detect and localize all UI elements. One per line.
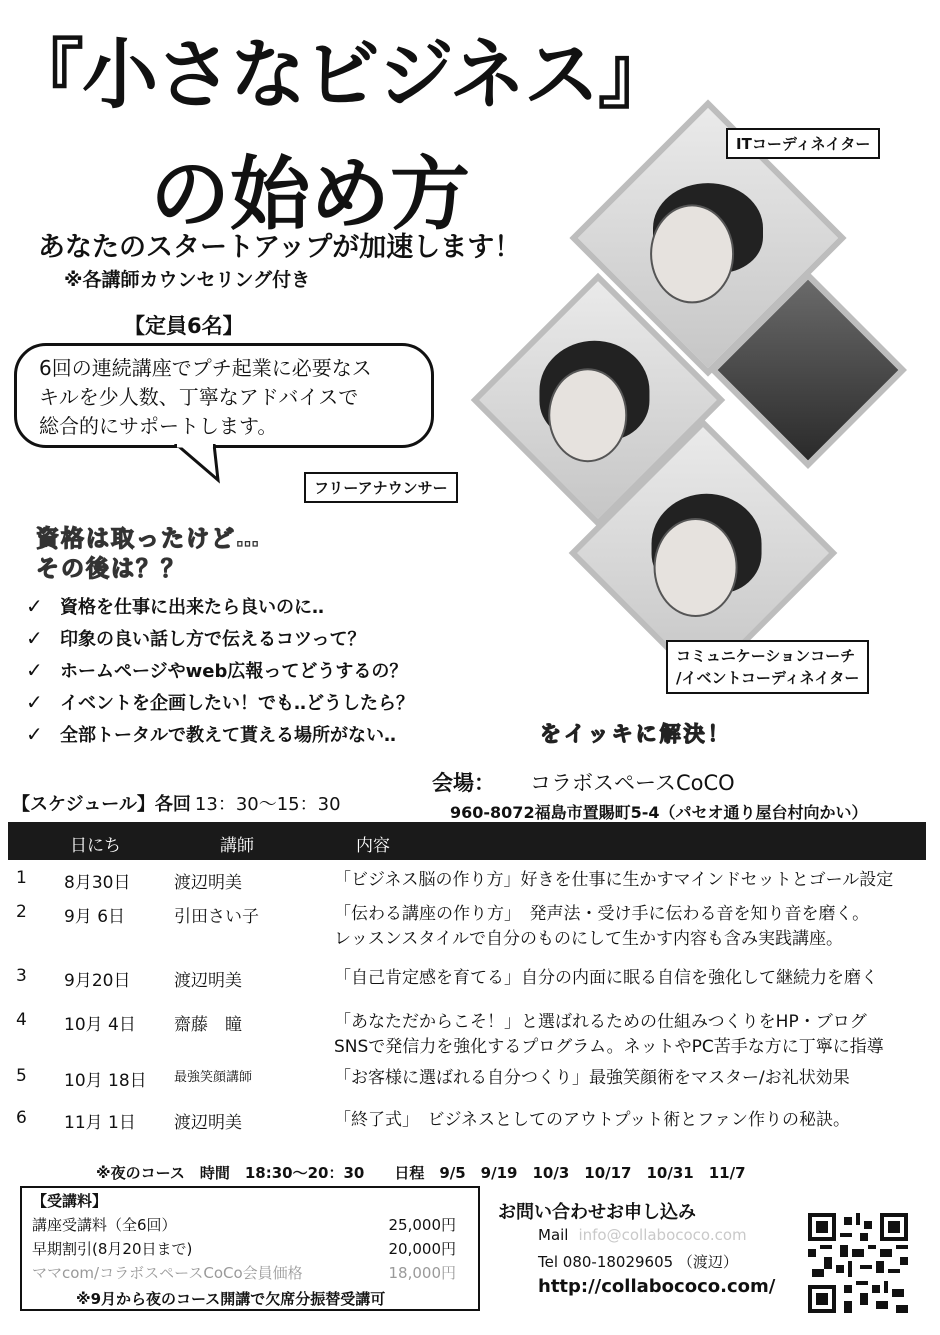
fee-label: 早期割引(8月20日まで)	[32, 1240, 193, 1258]
fee-label: ママcom/コラボスペースCoCo会員価格	[32, 1264, 303, 1282]
row-lecturer: 齋藤 瞳	[174, 1015, 242, 1035]
row-number: 1	[16, 868, 27, 888]
schedule-table	[8, 868, 933, 1142]
check-icon: ✓	[26, 626, 43, 650]
row-lecturer: 渡辺明美	[174, 873, 242, 893]
list-item	[26, 686, 414, 718]
content-line: レッスンスタイルで自分のものにして生かす内容も含み実践講座。	[334, 929, 843, 949]
fee-amount: 18,000円	[388, 1264, 456, 1282]
role-announcer: フリーアナウンサー	[304, 472, 458, 503]
list-item	[26, 590, 414, 622]
role-coach	[666, 640, 869, 694]
venue-address: 960-8072福島市置賜町5-4（パセオ通り屋台村向かい）	[450, 803, 868, 822]
content-line: 「自己肯定感を育てる」自分の内面に眠る自信を強化して継続力を磨く	[334, 968, 878, 988]
table-row	[8, 1066, 933, 1108]
checklist-text: ホームページやweb広報ってどうするの？	[60, 661, 408, 682]
list-item	[26, 654, 414, 686]
fee-label: 講座受講料（全6回）	[32, 1216, 177, 1234]
table-header	[8, 822, 926, 860]
speech-bubble	[14, 343, 434, 448]
schedule-title: 【スケジュール】各回	[12, 794, 191, 815]
fee-title: 【受講料】	[32, 1192, 108, 1210]
content-line: 「伝わる講座の作り方」 発声法・受け手に伝わる音を知り音を磨く。	[334, 904, 870, 924]
schedule-label	[12, 790, 341, 816]
row-number: 6	[16, 1108, 27, 1128]
row-date: 9月20日	[64, 971, 131, 991]
list-item	[26, 718, 414, 750]
question-heading	[36, 524, 261, 584]
row-lecturer: 渡辺明美	[174, 971, 242, 991]
row-content	[334, 966, 933, 1010]
content-line: 「あなただからこそ！」と選ばれるための仕組みつくりをHP・ブログ	[334, 1012, 867, 1032]
checklist-text: 印象の良い話し方で伝えるコツって？	[60, 629, 366, 650]
question-line: 資格は取ったけど…	[36, 526, 261, 552]
bubble-line: 総合的にサポートします。	[39, 414, 278, 438]
row-date: 10月 18日	[64, 1071, 147, 1091]
content-line: SNSで発信力を強化するプログラム。ネットやPC苦手な方に丁寧に指導	[334, 1037, 884, 1057]
table-row	[8, 1010, 933, 1066]
fee-amount: 20,000円	[388, 1240, 456, 1258]
row-lecturer: 最強笑顔講師	[174, 1070, 253, 1085]
row-date: 8月30日	[64, 873, 131, 893]
website-link[interactable]: http://collabococo.com/	[538, 1276, 776, 1297]
fee-row	[32, 1262, 462, 1283]
check-icon: ✓	[26, 722, 43, 746]
role-it-coordinator: ITコーディネイター	[726, 128, 880, 159]
header-date: 日にち	[70, 836, 121, 856]
check-icon: ✓	[26, 658, 43, 682]
checklist-text: 資格を仕事に出来たら良いのに‥	[60, 597, 325, 618]
contact-mail	[538, 1226, 747, 1244]
qr-code-icon	[808, 1213, 908, 1313]
check-icon: ✓	[26, 594, 43, 618]
role-coach-line1: コミュニケーションコーチ	[676, 647, 856, 665]
content-line: 「ビジネス脳の作り方」好きを仕事に生かすマインドセットとゴール設定	[334, 870, 894, 890]
row-date: 10月 4日	[64, 1015, 136, 1035]
header-content: 内容	[356, 836, 390, 856]
row-date: 11月 1日	[64, 1113, 136, 1133]
row-number: 2	[16, 902, 27, 922]
fee-row	[32, 1214, 462, 1235]
row-number: 3	[16, 966, 27, 986]
checklist	[26, 590, 414, 750]
contact-heading: お問い合わせお申し込み	[498, 1202, 696, 1223]
schedule-time: 13：30〜15：30	[194, 794, 341, 815]
question-line: その後は？？	[36, 556, 186, 582]
solve-slogan: をイッキに解決！	[540, 722, 732, 746]
fee-note: ※9月から夜のコース開講で欠席分振替受講可	[76, 1290, 386, 1308]
content-line: 「終了式」 ビジネスとしてのアウトプット術とファン作りの秘訣。	[334, 1110, 850, 1130]
list-item	[26, 622, 414, 654]
subtitle: あなたのスタートアップが加速します！	[38, 232, 522, 263]
content-line: 「お客様に選ばれる自分つくり」最強笑顔術をマスター/お礼状効果	[334, 1068, 850, 1088]
row-lecturer: 渡辺明美	[174, 1113, 242, 1133]
fee-row	[32, 1238, 462, 1259]
row-content	[334, 1108, 933, 1142]
title-line-2: の始め方	[150, 148, 470, 241]
check-icon: ✓	[26, 690, 43, 714]
row-number: 5	[16, 1066, 27, 1086]
row-lecturer: 引田さい子	[174, 907, 259, 927]
bubble-line: キルを少人数、丁寧なアドバイスで	[39, 385, 359, 409]
venue-label: 会場：	[432, 771, 495, 795]
header-lecturer: 講師	[220, 836, 254, 856]
night-course-note: ※夜のコース 時間 18:30〜20：30 日程 9/5 9/19 10/3 10/17 10/31 11/7	[96, 1164, 746, 1182]
fee-amount: 25,000円	[388, 1216, 456, 1234]
title-line-1: 『小さなビジネス』	[8, 30, 672, 119]
table-row	[8, 966, 933, 1010]
row-content	[334, 1010, 933, 1066]
capacity-label: 【定員6名】	[124, 314, 244, 338]
table-row	[8, 1108, 933, 1142]
row-number: 4	[16, 1010, 27, 1030]
mail-address[interactable]: info@collabococo.com	[578, 1226, 747, 1244]
fee-box	[20, 1186, 480, 1311]
checklist-text: 全部トータルで教えて貰える場所がない‥	[60, 725, 397, 746]
table-row	[8, 902, 933, 966]
row-content	[334, 868, 933, 902]
bubble-tail	[174, 444, 224, 484]
contact-tel: Tel 080-18029605 （渡辺）	[538, 1253, 738, 1271]
venue-name: コラボスペースCoCO	[530, 771, 735, 795]
row-content	[334, 1066, 933, 1108]
table-row	[8, 868, 933, 902]
checklist-text: イベントを企画したい！でも‥どうしたら？	[60, 693, 415, 714]
bubble-line: 6回の連続講座でプチ起業に必要なス	[39, 356, 372, 380]
counseling-note: ※各講師カウンセリング付き	[64, 269, 311, 291]
role-coach-line2: /イベントコーディネイター	[676, 669, 860, 687]
mail-label: Mail	[538, 1226, 569, 1244]
row-content	[334, 902, 933, 966]
row-date: 9月 6日	[64, 907, 126, 927]
